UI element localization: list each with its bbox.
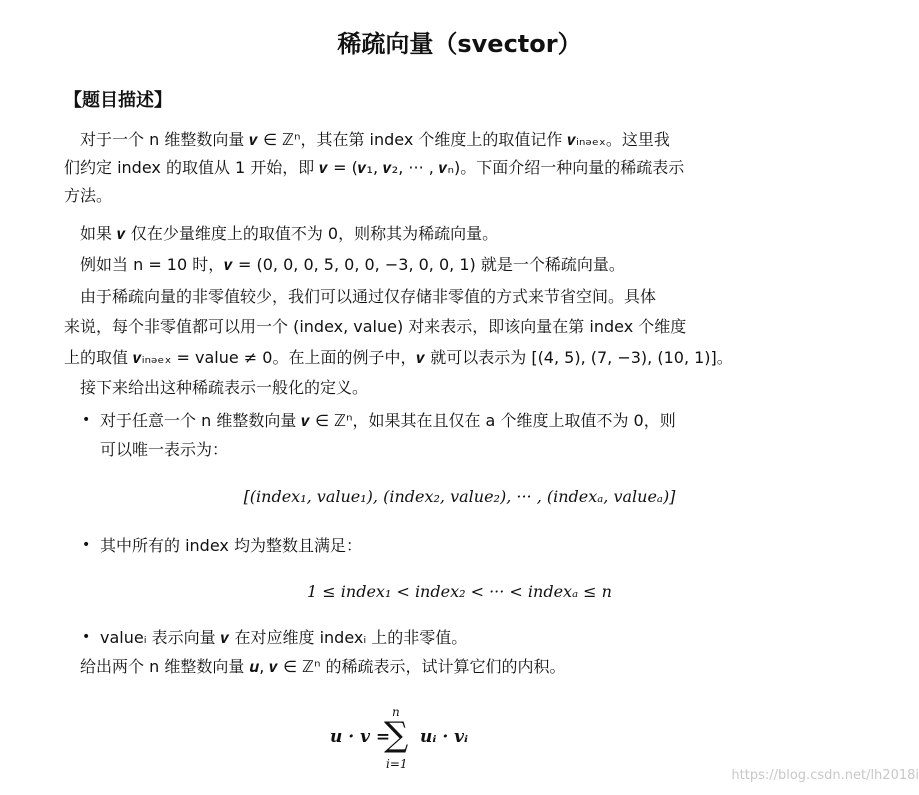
paragraph-line: 上的取值 𝒗ᵢₙₔₑₓ = value ≠ 0。在上面的例子中，𝒗 就可以表示为 [(4, 5), (7, −3), (10, 1)]。 (64, 348, 733, 367)
paragraph-line: 对于一个 n 维整数向量 𝒗 ∈ ℤⁿ，其在第 index 个维度上的取值记作 𝒗ᵢₙₔₑₓ。这里我 (80, 130, 670, 149)
bullet-line: 可以唯一表示为： (100, 440, 229, 459)
paragraph-line: 来说，每个非零值都可以用一个 (index, value) 对来表示，即该向量在第 index 个维度 (64, 317, 687, 336)
paragraph-line: 们约定 index 的取值从 1 开始，即 𝒗 = (𝒗₁, 𝒗₂, ··· , 𝒗ₙ)。下面介绍一种向量的稀疏表示 (64, 158, 685, 177)
constraint-formula: 1 ≤ index₁ < index₂ < ··· < indexₐ ≤ n (307, 582, 612, 601)
watermark: https://blog.csdn.net/lh2018i (731, 768, 919, 783)
paragraph-line: 由于稀疏向量的非零值较少，我们可以通过仅存储非零值的方式来节省空间。具体 (80, 287, 657, 306)
page-title: 稀疏向量（svector） (337, 30, 582, 58)
bullet-icon: • (82, 629, 91, 645)
paragraph-line: 例如当 n = 10 时，𝒗 = (0, 0, 0, 5, 0, 0, −3, 0, 0, 1) 就是一个稀疏向量。 (80, 255, 625, 274)
bullet-icon: • (82, 537, 91, 553)
bullet-line: 其中所有的 index 均为整数且满足： (100, 536, 362, 555)
bullet-line: 对于任意一个 n 维整数向量 𝒗 ∈ ℤⁿ，如果其在且仅在 a 个维度上取值不为 0，则 (100, 411, 676, 430)
paragraph-line: 方法。 (64, 186, 113, 205)
inner-product-formula (330, 705, 510, 775)
formula-lhs: 𝒖 · 𝒗 = (330, 727, 391, 747)
sum-lower-limit: i=1 (386, 757, 408, 771)
sigma-symbol: ∑ (384, 715, 409, 755)
paragraph-line: 给出两个 n 维整数向量 𝒖, 𝒗 ∈ ℤⁿ 的稀疏表示，试计算它们的内积。 (80, 657, 566, 676)
paragraph-line: 接下来给出这种稀疏表示一般化的定义。 (80, 378, 369, 397)
section-heading: 【题目描述】 (64, 90, 172, 111)
formula-rhs: 𝒖ᵢ · 𝒗ᵢ (420, 727, 469, 747)
bullet-line: valueᵢ 表示向量 𝒗 在对应维度 indexᵢ 上的非零值。 (100, 628, 468, 647)
representation-formula: [(index₁, value₁), (index₂, value₂), ··· , (indexₐ, valueₐ)] (243, 487, 676, 506)
sum-upper-limit: n (392, 705, 400, 719)
bullet-icon: • (82, 412, 91, 428)
paragraph-line: 如果 𝒗 仅在少量维度上的取值不为 0，则称其为稀疏向量。 (80, 224, 499, 243)
